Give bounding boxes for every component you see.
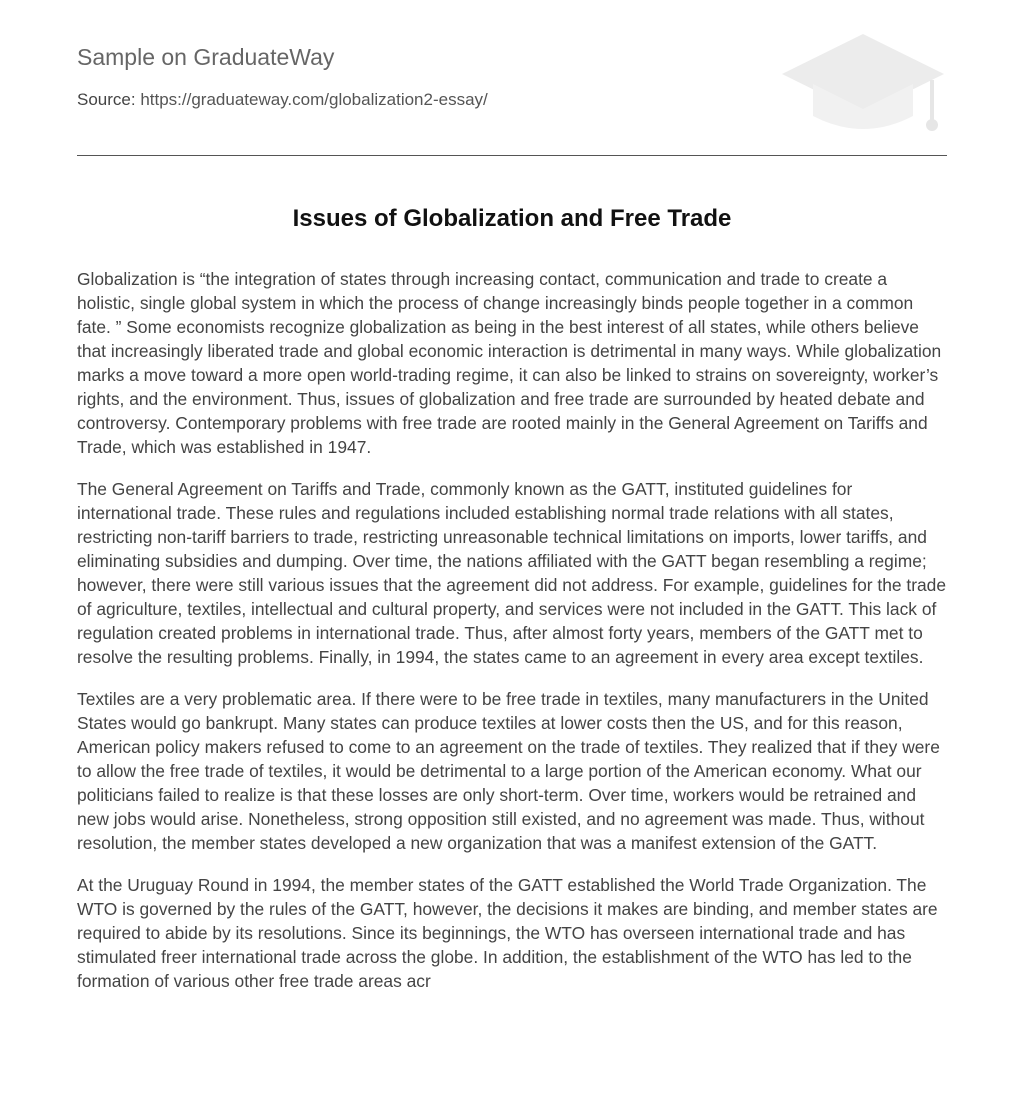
document-page (77, 0, 947, 991)
document-header (77, 0, 947, 156)
header-divider (77, 155, 947, 156)
source-link[interactable]: https://graduateway.com/globalization2-essay/ (140, 90, 488, 109)
graduation-cap-icon (780, 30, 946, 132)
page-title: Issues of Globalization and Free Trade (292, 205, 732, 232)
paragraph: Textiles are a very problematic area. If there were to be free trade in textiles, many manufacturers in the United States would go bankrupt. Many states can produce textiles at lower costs then the US, and for this reason, American policy makers refused to come to an agreement on the trade of textiles. They realized that if they were to allow the free trade of textiles, it would be detrimental to a large portion of the American economy. What our politicians failed to realize is that these losses are only short-term. Over time, workers would be retrained and new jobs would arise. Nonetheless, strong opposition still existed, and no agreement was made. Thus, without resolution, the member states developed a new organization that was a manifest extension of the GATT. (77, 689, 940, 853)
paragraph: At the Uruguay Round in 1994, the member states of the GATT established the World Trade Organization. The WTO is governed by the rules of the GATT, however, the decisions it makes are binding, and member states are required to abide by its resolutions. Since its beginnings, the WTO has overseen international trade and has stimulated freer international trade across the globe. In addition, the establishment of the WTO has led to the formation of various other free trade areas acr (77, 875, 938, 991)
essay-body (77, 267, 949, 1011)
paragraph: Globalization is “the integration of states through increasing contact, communication and trade to create a holistic, single global system in which the process of change increasingly binds people together in a common fate. ” Some economists recognize globalization as being in the best interest of all states, while others believe that increasingly liberated trade and global economic interaction is detrimental in many ways. While globalization marks a move toward a more open world-trading regime, it can also be linked to strains on sovereignty, worker’s rights, and the environment. Thus, issues of globalization and free trade are surrounded by heated debate and controversy. Contemporary problems with free trade are rooted mainly in the General Agreement on Tariffs and Trade, which was established in 1947. (77, 269, 942, 457)
site-name: Sample on GraduateWay (77, 44, 335, 70)
source-label: Source: (77, 90, 136, 109)
paragraph: The General Agreement on Tariffs and Trade, commonly known as the GATT, instituted guidelines for international trade. These rules and regulations included establishing normal trade relations with all states, restricting non-tariff barriers to trade, restricting unreasonable technical limitations on imports, lower tariffs, and eliminating subsidies and dumping. Over time, the nations affiliated with the GATT began resembling a regime; however, there were still various issues that the agreement did not address. For example, guidelines for the trade of agriculture, textiles, intellectual and cultural property, and services were not included in the GATT. This lack of regulation created problems in international trade. Thus, after almost forty years, members of the GATT met to resolve the resulting problems. Finally, in 1994, the states came to an agreement in every area except textiles. (77, 479, 947, 667)
source-line (77, 90, 488, 110)
